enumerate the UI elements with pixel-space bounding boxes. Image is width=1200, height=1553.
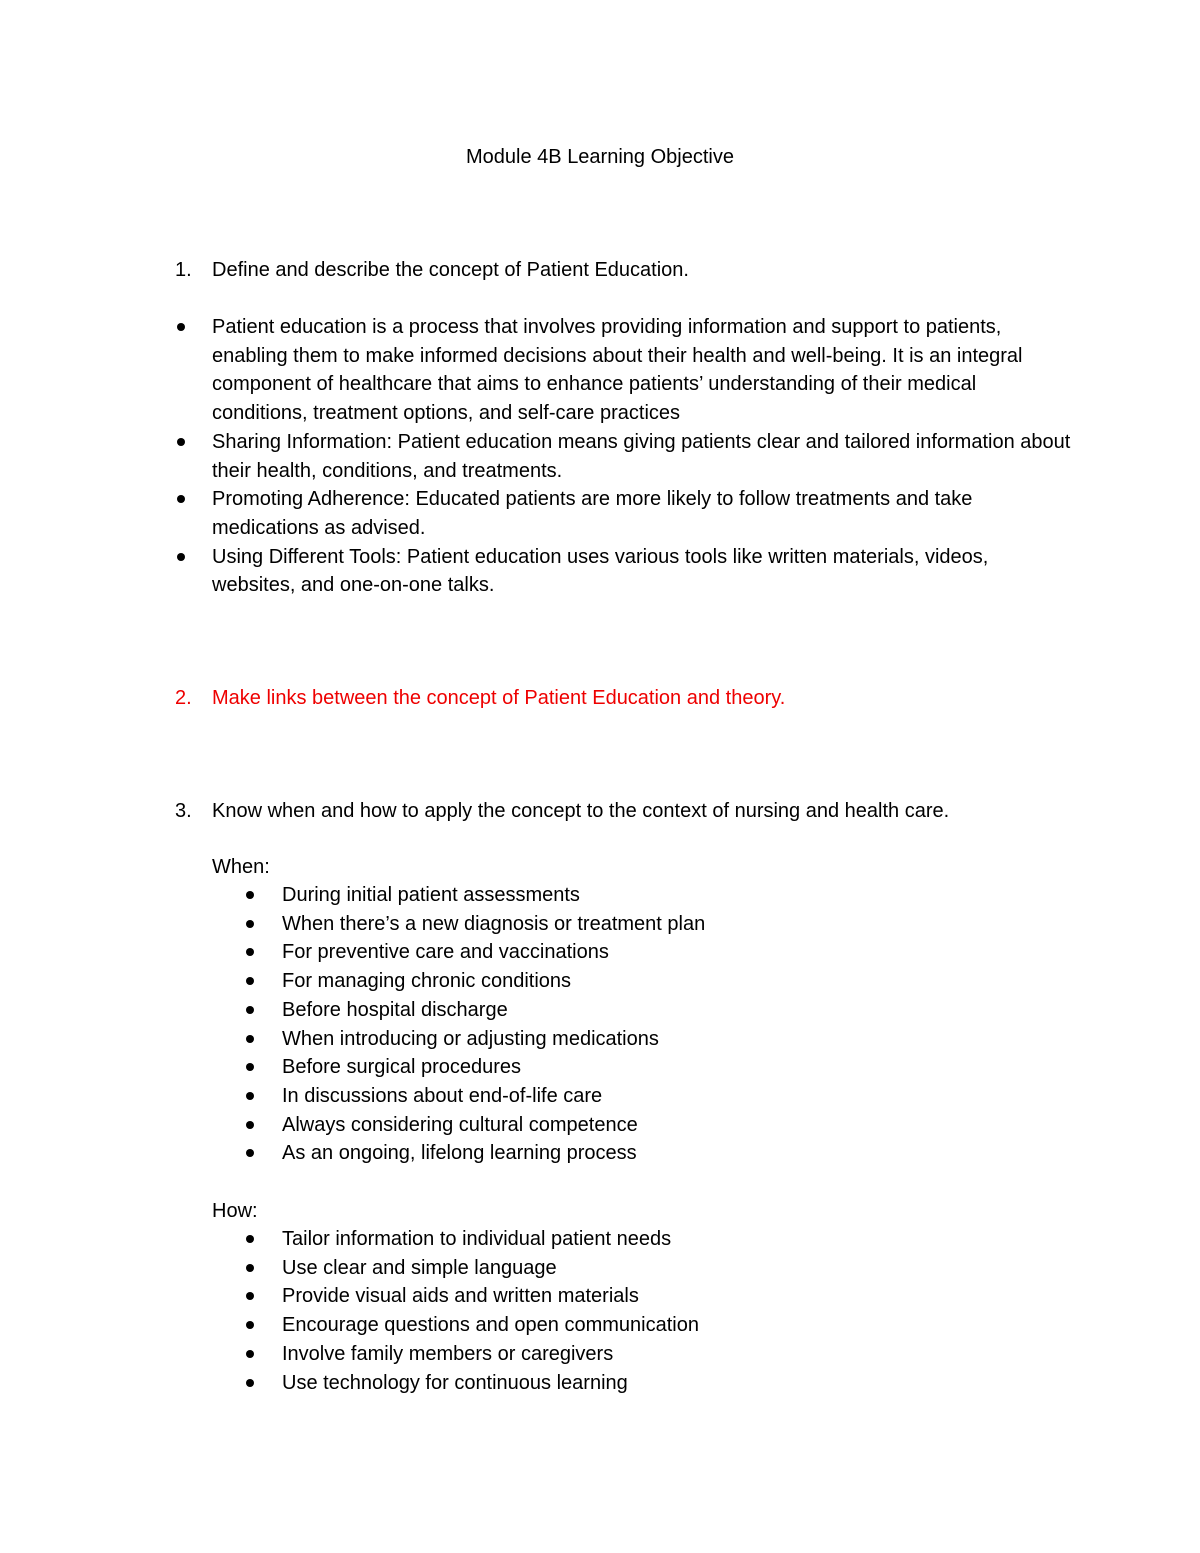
bullet-icon bbox=[246, 1292, 254, 1300]
bullet-icon bbox=[246, 1379, 254, 1387]
objective-number: 1. bbox=[175, 259, 192, 281]
list-item bbox=[175, 543, 1075, 600]
list-item-text: When introducing or adjusting medications bbox=[282, 1027, 659, 1050]
how-bullet-list bbox=[212, 1225, 1072, 1397]
list-item-text: Sharing Information: Patient education means giving patients clear and tailored information about their health, conditions, and treatments. bbox=[212, 430, 1071, 482]
bullet-icon bbox=[177, 438, 185, 446]
list-item-text: Tailor information to individual patient needs bbox=[282, 1228, 672, 1250]
list-item-text: Involve family members or caregivers bbox=[282, 1342, 614, 1365]
bullet-icon bbox=[177, 495, 185, 503]
list-item-text: Encourage questions and open communication bbox=[282, 1314, 699, 1337]
list-item-text: In discussions about end-of-life care bbox=[282, 1084, 603, 1107]
list-item bbox=[212, 881, 1072, 910]
bullet-icon bbox=[177, 553, 185, 561]
bullet-icon bbox=[246, 1321, 254, 1329]
bullet-icon bbox=[246, 1035, 254, 1043]
list-item-text: Use clear and simple language bbox=[282, 1256, 557, 1279]
list-item bbox=[212, 1139, 1072, 1168]
list-item bbox=[212, 1311, 1072, 1340]
objective-text: Define and describe the concept of Patient Education. bbox=[212, 259, 689, 281]
bullet-icon bbox=[246, 1350, 254, 1358]
bullet-icon bbox=[246, 1092, 254, 1100]
document-title: Module 4B Learning Objective bbox=[466, 146, 734, 168]
list-item bbox=[212, 1340, 1072, 1369]
list-item bbox=[175, 428, 1075, 485]
list-item bbox=[212, 1225, 1072, 1254]
list-item bbox=[212, 996, 1072, 1025]
bullet-icon bbox=[246, 977, 254, 985]
bullet-icon bbox=[246, 1006, 254, 1014]
list-item-text: Promoting Adherence: Educated patients are more likely to follow treatments and take medications as advised. bbox=[212, 488, 973, 539]
objective-1-bullet-list bbox=[175, 313, 1075, 600]
bullet-icon bbox=[246, 891, 254, 899]
bullet-icon bbox=[246, 1121, 254, 1129]
list-item-text: For managing chronic conditions bbox=[282, 970, 572, 993]
list-item bbox=[212, 1254, 1072, 1283]
objective-number: 2. bbox=[175, 687, 192, 709]
bullet-icon bbox=[246, 948, 254, 956]
list-item-text: Use technology for continuous learning bbox=[282, 1371, 628, 1394]
objective-number: 3. bbox=[175, 800, 192, 822]
list-item-text: For preventive care and vaccinations bbox=[282, 941, 609, 964]
list-item bbox=[212, 1282, 1072, 1311]
list-item bbox=[212, 910, 1072, 939]
objective-text: Make links between the concept of Patient Education and theory. bbox=[212, 687, 786, 709]
when-bullet-list bbox=[212, 881, 1072, 1168]
list-item-text: As an ongoing, lifelong learning process bbox=[282, 1142, 637, 1165]
list-item-text: Using Different Tools: Patient education uses various tools like written materials, videos, websites, and one-on-one talks. bbox=[212, 545, 989, 597]
objective-text: Know when and how to apply the concept to the context of nursing and health care. bbox=[212, 800, 950, 822]
list-item bbox=[212, 1053, 1072, 1082]
list-item bbox=[212, 1369, 1072, 1398]
list-item bbox=[212, 1111, 1072, 1140]
when-label: When: bbox=[212, 856, 270, 878]
list-item-text: Always considering cultural competence bbox=[282, 1113, 638, 1136]
list-item bbox=[175, 313, 1075, 428]
bullet-icon bbox=[246, 1264, 254, 1272]
list-item-text: When there’s a new diagnosis or treatment plan bbox=[282, 912, 706, 935]
list-item bbox=[212, 1082, 1072, 1111]
list-item-text: Provide visual aids and written materials bbox=[282, 1285, 639, 1308]
list-item-text: Before hospital discharge bbox=[282, 998, 508, 1021]
list-item bbox=[175, 485, 1075, 542]
bullet-icon bbox=[177, 323, 185, 331]
bullet-icon bbox=[246, 1149, 254, 1157]
list-item bbox=[212, 967, 1072, 996]
list-item-text: During initial patient assessments bbox=[282, 884, 580, 906]
list-item-text: Before surgical procedures bbox=[282, 1056, 522, 1079]
bullet-icon bbox=[246, 1235, 254, 1243]
list-item bbox=[212, 938, 1072, 967]
how-label: How: bbox=[212, 1200, 258, 1222]
bullet-icon bbox=[246, 920, 254, 928]
list-item bbox=[212, 1025, 1072, 1054]
bullet-icon bbox=[246, 1063, 254, 1071]
list-item-text: Patient education is a process that involves providing information and support to patients, enabling them to make informed decisions about their health and well-being. It is an integral component of healthcare that aims to enhance patients’ understanding of their medical conditions, treatment options, and self-care practices bbox=[212, 316, 1023, 425]
